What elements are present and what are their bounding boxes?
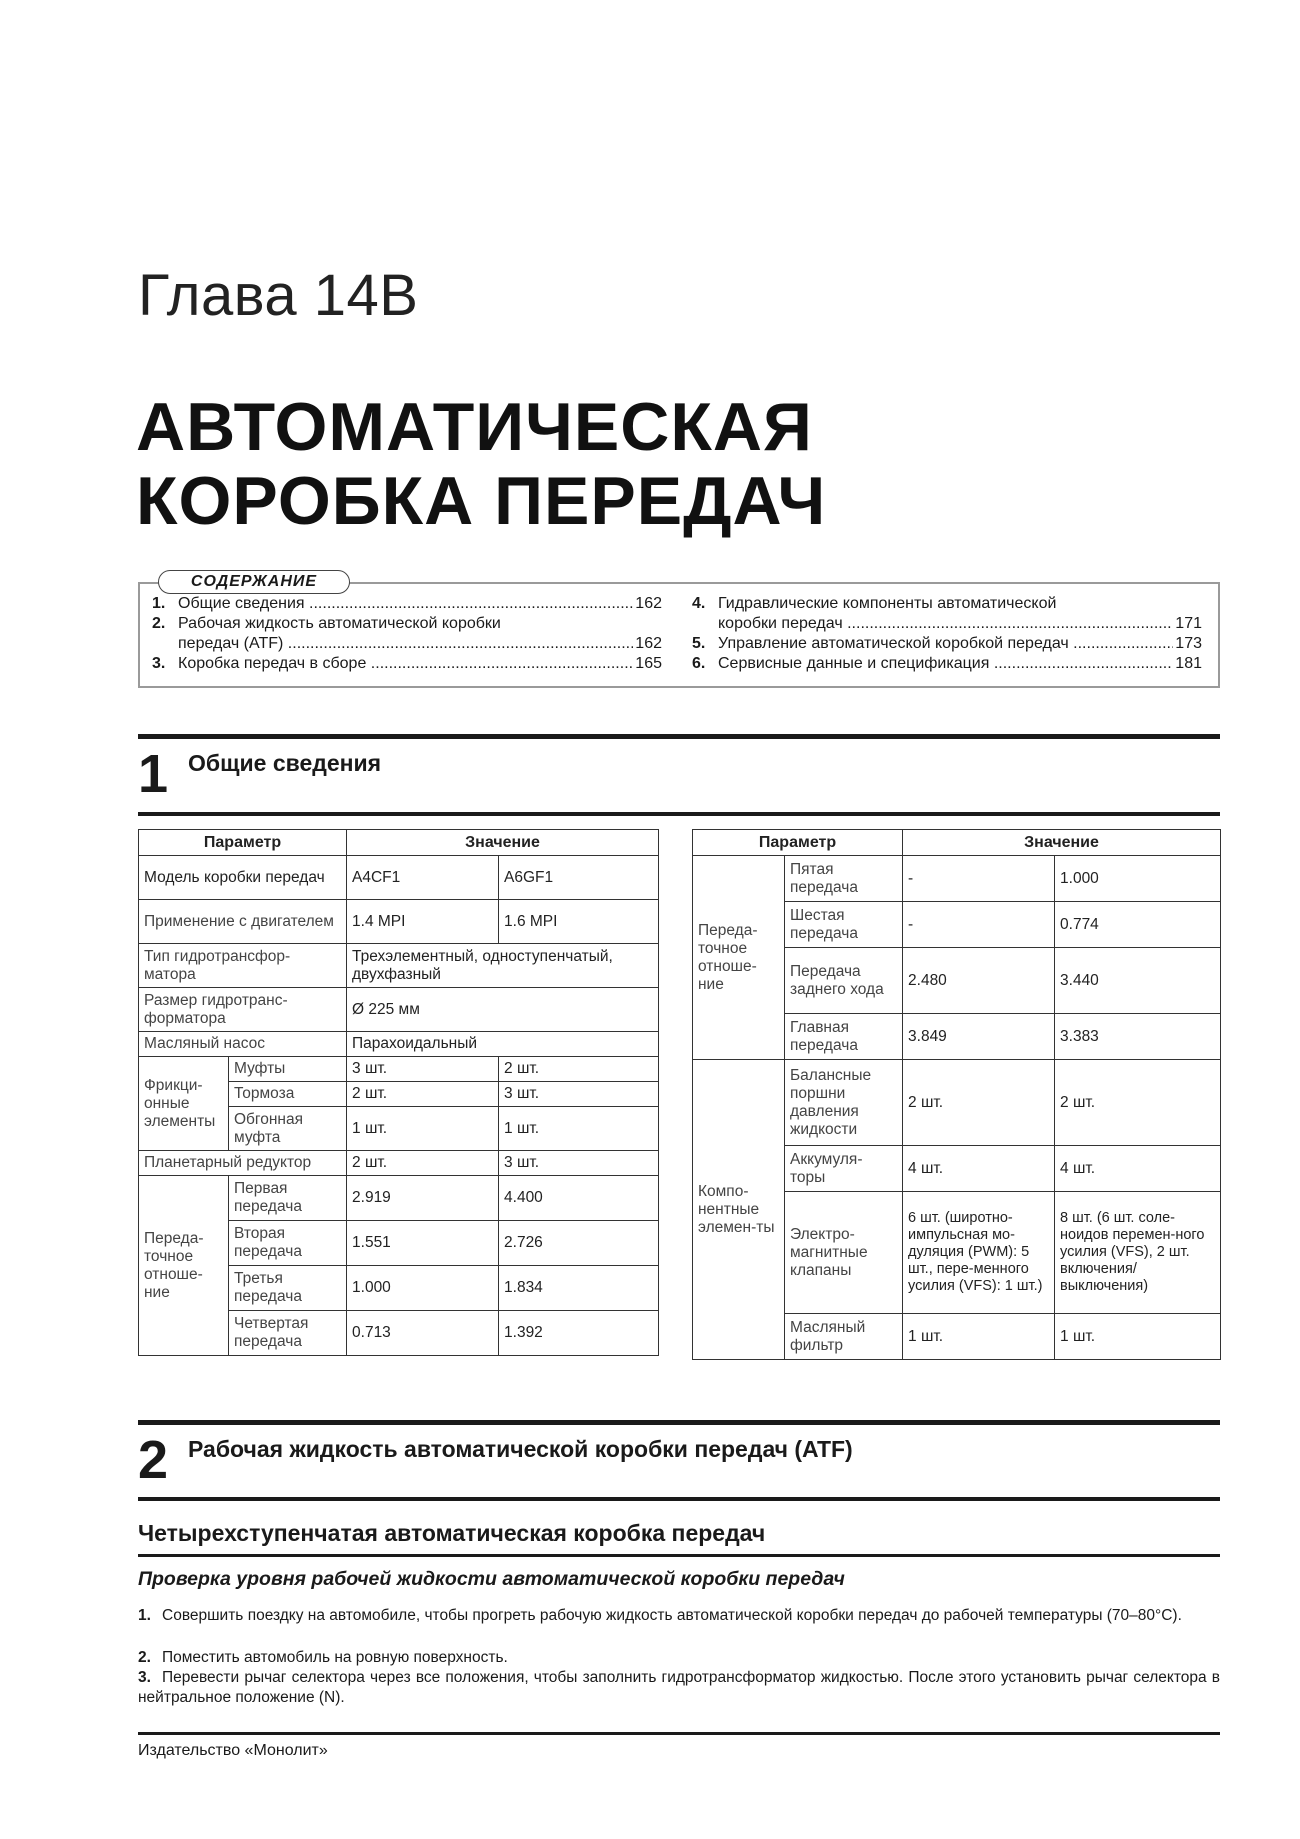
row-label: Муфты — [229, 1057, 347, 1082]
cell-value: 1.6 MPI — [499, 900, 659, 944]
toc-item-text: Коробка передач в сборе ..... — [178, 654, 633, 674]
toc-title: СОДЕРЖАНИЕ — [158, 570, 350, 594]
toc-item-num: 3. — [152, 655, 166, 672]
toc-item-num: 2. — [152, 615, 166, 632]
cell-value: Парахоидальный — [347, 1032, 659, 1057]
row-label: Вторая передача — [229, 1221, 347, 1266]
header-parameter: Параметр — [139, 830, 347, 856]
toc-item-num: 6. — [692, 655, 706, 672]
section-rule-top — [138, 1420, 1220, 1425]
publisher-footer: Издательство «Монолит» — [138, 1742, 328, 1759]
footer-rule — [138, 1732, 1220, 1735]
toc-item-num: 5. — [692, 635, 706, 652]
cell-value: - — [903, 902, 1055, 948]
row-label: Аккумуля-торы — [785, 1146, 903, 1192]
procedure-step — [138, 1606, 1220, 1626]
toc-item-text: Общие сведения ..... — [178, 594, 633, 614]
cell-value: 3 шт. — [499, 1082, 659, 1107]
cell-value: 4 шт. — [1055, 1146, 1221, 1192]
step-number: 2. — [138, 1649, 151, 1666]
row-label: Планетарный редуктор — [139, 1151, 347, 1176]
toc-item[interactable] — [152, 614, 662, 634]
step-number: 3. — [138, 1669, 151, 1686]
cell-value: 3 шт. — [347, 1057, 499, 1082]
cell-value: 1 шт. — [347, 1107, 499, 1151]
group-label: Фрикци-онные элементы — [139, 1057, 229, 1151]
section-rule-bottom — [138, 1497, 1220, 1501]
header-value: Значение — [347, 830, 659, 856]
row-label: Масляный фильтр — [785, 1314, 903, 1360]
cell-value: 6 шт. (широтно-импульсная мо-дуляция (PWM): 5 шт., пере-менного усилия (VFS): 1 шт.) — [903, 1192, 1055, 1314]
toc-item-text: Гидравлические компоненты автоматической — [718, 595, 1057, 612]
section-number: 1 — [138, 744, 169, 804]
header-parameter: Параметр — [693, 830, 903, 856]
cell-value: 8 шт. (6 шт. соле-ноидов перемен-ного усилия (VFS), 2 шт. включения/ выключения) — [1055, 1192, 1221, 1314]
toc-item-cont[interactable] — [178, 634, 662, 654]
cell-value: 3 шт. — [499, 1151, 659, 1176]
row-label: Тип гидротрансфор-матора — [139, 944, 347, 988]
cell-value: 1 шт. — [499, 1107, 659, 1151]
toc-item-page: 162 — [635, 635, 662, 652]
spec-table-right — [692, 829, 1221, 1360]
cell-value: Ø 225 мм — [347, 988, 659, 1032]
spec-table-left — [138, 829, 659, 1356]
subsection-heading: Четырехступенчатая автоматическая коробка передач — [138, 1520, 766, 1546]
row-label: Электро-магнитные клапаны — [785, 1192, 903, 1314]
toc-item-page: 165 — [635, 655, 662, 672]
toc-item[interactable] — [692, 654, 1202, 674]
row-label: Применение с двигателем — [139, 900, 347, 944]
toc-item[interactable] — [152, 654, 662, 674]
row-label: Балансные поршни давления жидкости — [785, 1060, 903, 1146]
cell-value: Трехэлементный, одноступенчатый, двухфазный — [347, 944, 659, 988]
page-title — [136, 390, 826, 538]
cell-value: 1.4 MPI — [347, 900, 499, 944]
cell-value: 3.849 — [903, 1014, 1055, 1060]
procedure-step — [138, 1668, 1220, 1708]
row-label: Главная передача — [785, 1014, 903, 1060]
header-value: Значение — [903, 830, 1221, 856]
cell-value: 1 шт. — [903, 1314, 1055, 1360]
toc-item-page: 181 — [1175, 655, 1202, 672]
cell-value: 3.440 — [1055, 948, 1221, 1014]
cell-value: 2 шт. — [347, 1151, 499, 1176]
row-label: Шестая передача — [785, 902, 903, 948]
row-label: Модель коробки передач — [139, 856, 347, 900]
step-text: Поместить автомобиль на ровную поверхность. — [162, 1649, 508, 1666]
toc-item-text: Сервисные данные и спецификация ..... — [718, 654, 1173, 674]
cell-value: 1.000 — [347, 1266, 499, 1311]
toc-item-cont[interactable] — [718, 614, 1202, 634]
cell-value: 4 шт. — [903, 1146, 1055, 1192]
cell-value: 0.713 — [347, 1311, 499, 1356]
row-label: Первая передача — [229, 1176, 347, 1221]
cell-value: 3.383 — [1055, 1014, 1221, 1060]
step-text: Совершить поездку на автомобиле, чтобы прогреть рабочую жидкость автоматической коробки передач до рабочей температуры (70–80°C). — [162, 1607, 1182, 1624]
toc-item[interactable] — [152, 594, 662, 614]
section-title: Общие сведения — [188, 750, 382, 776]
cell-value: A4CF1 — [347, 856, 499, 900]
group-label: Переда-точное отноше-ние — [693, 856, 785, 1060]
row-label: Размер гидротранс-форматора — [139, 988, 347, 1032]
toc-item[interactable] — [692, 634, 1202, 654]
cell-value: 2 шт. — [1055, 1060, 1221, 1146]
cell-value: A6GF1 — [499, 856, 659, 900]
group-label: Переда-точное отноше-ние — [139, 1176, 229, 1356]
row-label: Пятая передача — [785, 856, 903, 902]
title-line-1: АВТОМАТИЧЕСКАЯ — [136, 389, 813, 465]
cell-value: 2.480 — [903, 948, 1055, 1014]
toc-item-text-cont: коробки передач ..... — [718, 614, 1173, 634]
procedure-step — [138, 1648, 1220, 1668]
step-number: 1. — [138, 1607, 151, 1624]
cell-value: 4.400 — [499, 1176, 659, 1221]
toc-item-text-cont: передач (ATF) ..... — [178, 634, 633, 654]
toc-item[interactable] — [692, 594, 1202, 614]
cell-value: 1.392 — [499, 1311, 659, 1356]
row-label: Третья передача — [229, 1266, 347, 1311]
title-line-2: КОРОБКА ПЕРЕДАЧ — [136, 463, 827, 539]
section-rule-bottom — [138, 812, 1220, 816]
group-label: Компо-нентные элемен-ты — [693, 1060, 785, 1360]
toc-item-num: 1. — [152, 595, 166, 612]
toc-item-page: 162 — [635, 595, 662, 612]
step-text: Перевести рычаг селектора через все положения, чтобы заполнить гидротрансформатор жидкостью. После этого установить рычаг селектора в нейтральное положение (N). — [138, 1669, 1220, 1706]
toc-item-num: 4. — [692, 595, 706, 612]
cell-value: 1.834 — [499, 1266, 659, 1311]
row-label: Тормоза — [229, 1082, 347, 1107]
section-rule-top — [138, 734, 1220, 739]
cell-value: 0.774 — [1055, 902, 1221, 948]
row-label: Четвертая передача — [229, 1311, 347, 1356]
cell-value: - — [903, 856, 1055, 902]
toc-item-page: 171 — [1175, 615, 1202, 632]
procedure-heading: Проверка уровня рабочей жидкости автоматической коробки передач — [138, 1568, 845, 1590]
subsection-rule — [138, 1554, 1220, 1557]
row-label: Передача заднего хода — [785, 948, 903, 1014]
cell-value: 1.000 — [1055, 856, 1221, 902]
cell-value: 2.726 — [499, 1221, 659, 1266]
toc-item-text: Рабочая жидкость автоматической коробки — [178, 615, 501, 632]
section-title: Рабочая жидкость автоматической коробки передач (ATF) — [188, 1436, 853, 1462]
cell-value: 1 шт. — [1055, 1314, 1221, 1360]
section-number: 2 — [138, 1430, 169, 1490]
row-label: Обгонная муфта — [229, 1107, 347, 1151]
cell-value: 2 шт. — [347, 1082, 499, 1107]
cell-value: 1.551 — [347, 1221, 499, 1266]
row-label: Масляный насос — [139, 1032, 347, 1057]
cell-value: 2 шт. — [903, 1060, 1055, 1146]
toc-item-page: 173 — [1175, 635, 1202, 652]
chapter-label: Глава 14В — [138, 263, 419, 328]
cell-value: 2 шт. — [499, 1057, 659, 1082]
cell-value: 2.919 — [347, 1176, 499, 1221]
toc-item-text: Управление автоматической коробкой передач ..... — [718, 634, 1173, 654]
